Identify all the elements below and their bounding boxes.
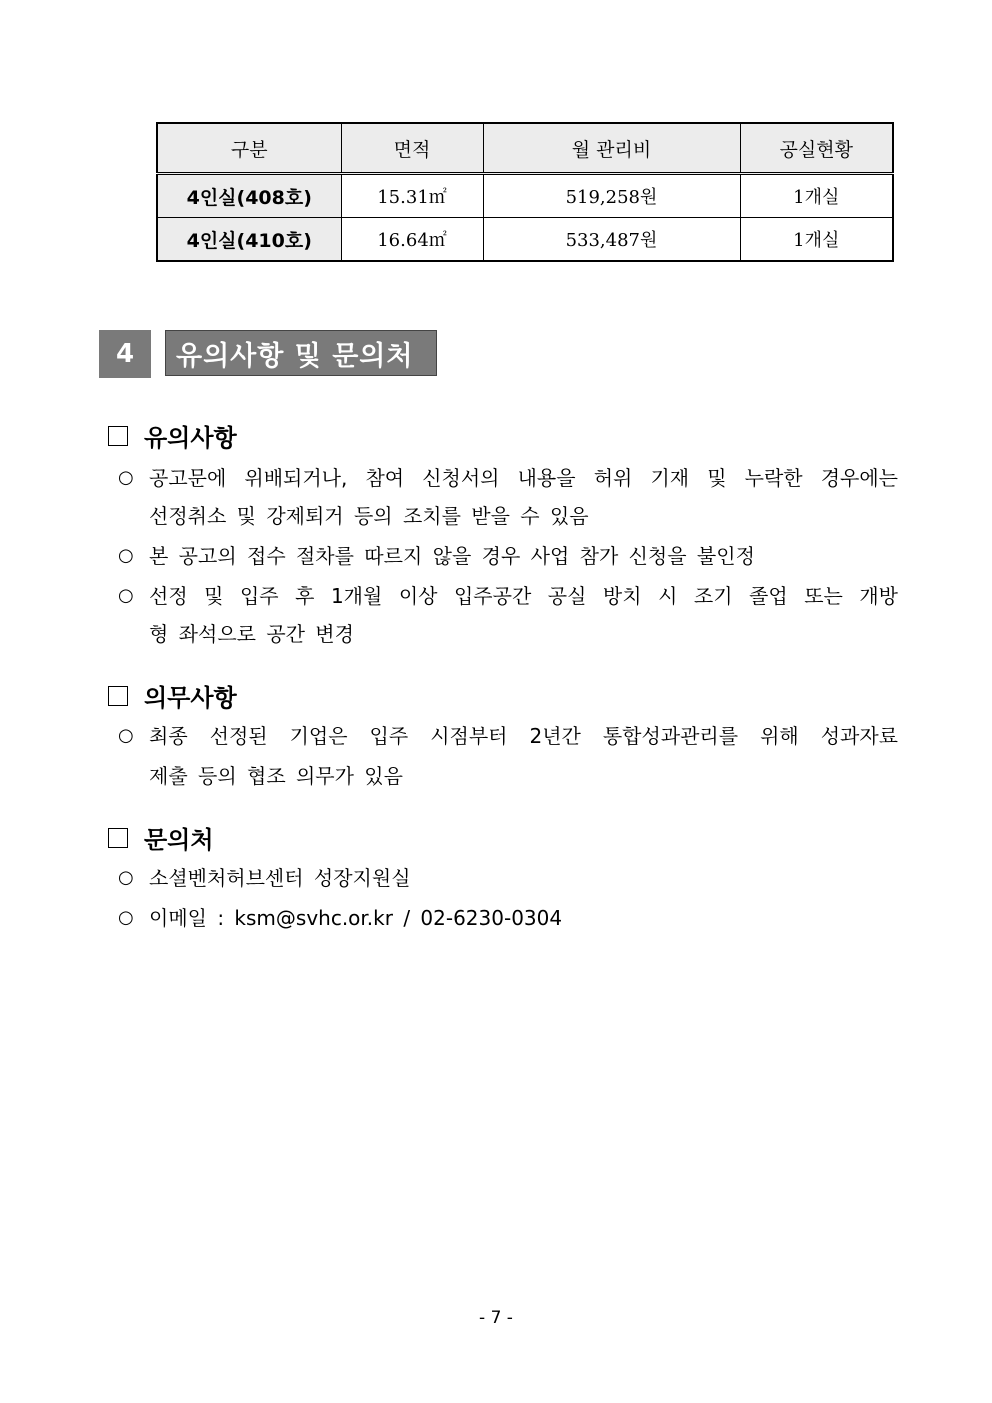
checkbox-square-icon — [108, 426, 128, 446]
note-text: 형 좌석으로 공간 변경 — [149, 622, 354, 646]
list-item-continuation — [118, 756, 898, 796]
list-item — [118, 898, 898, 938]
section-title: 유의사항 및 문의처 — [165, 330, 437, 376]
table-header-row — [157, 123, 893, 174]
note-text: 선정 및 입주 후 1개월 이상 입주공간 공실 방치 시 조기 졸업 또는 개방 — [149, 584, 898, 608]
vacancy-cell: 1개실 — [740, 218, 893, 262]
duties-heading — [108, 678, 237, 713]
vacancy-cell: 1개실 — [740, 174, 893, 218]
list-item — [118, 576, 898, 616]
contact-text: 이메일 : ksm@svhc.or.kr / 02-6230-0304 — [149, 906, 563, 930]
list-item-continuation — [118, 614, 898, 654]
circle-bullet-icon: ○ — [118, 467, 134, 488]
section-number-badge: 4 — [99, 330, 151, 378]
list-item — [118, 716, 898, 756]
list-item — [118, 536, 898, 576]
fee-cell: 533,487원 — [483, 218, 740, 262]
table-row — [157, 218, 893, 262]
contact-heading-label: 문의처 — [144, 826, 214, 854]
circle-bullet-icon: ○ — [118, 545, 134, 566]
checkbox-square-icon — [108, 828, 128, 848]
room-name-cell: 4인실(408호) — [157, 174, 341, 218]
page-number: - 7 - — [479, 1308, 513, 1328]
note-text: 본 공고의 접수 절차를 따르지 않을 경우 사업 참가 신청을 불인정 — [149, 544, 755, 568]
notes-heading — [108, 418, 237, 453]
circle-bullet-icon: ○ — [118, 867, 134, 888]
room-fee-table — [156, 122, 894, 262]
table-row — [157, 174, 893, 218]
col-header-vacancy: 공실현황 — [740, 123, 893, 174]
area-cell: 15.31㎡ — [341, 174, 483, 218]
list-item — [118, 458, 898, 498]
area-cell: 16.64㎡ — [341, 218, 483, 262]
circle-bullet-icon: ○ — [118, 907, 134, 928]
duty-text: 최종 선정된 기업은 입주 시점부터 2년간 통합성과관리를 위해 성과자료 — [149, 724, 898, 748]
note-text: 공고문에 위배되거나, 참여 신청서의 내용을 허위 기재 및 누락한 경우에는 — [149, 466, 898, 490]
circle-bullet-icon: ○ — [118, 585, 134, 606]
circle-bullet-icon: ○ — [118, 725, 134, 746]
notes-heading-label: 유의사항 — [144, 424, 237, 452]
col-header-monthly-fee: 월 관리비 — [483, 123, 740, 174]
contact-heading — [108, 820, 214, 855]
col-header-category: 구분 — [157, 123, 341, 174]
room-name-cell: 4인실(410호) — [157, 218, 341, 262]
duty-text: 제출 등의 협조 의무가 있음 — [149, 764, 403, 788]
duties-heading-label: 의무사항 — [144, 684, 237, 712]
fee-cell: 519,258원 — [483, 174, 740, 218]
note-text: 선정취소 및 강제퇴거 등의 조치를 받을 수 있음 — [149, 504, 589, 528]
col-header-area: 면적 — [341, 123, 483, 174]
list-item-continuation — [118, 496, 898, 536]
contact-text: 소셜벤처허브센터 성장지원실 — [149, 866, 411, 890]
list-item — [118, 858, 898, 898]
checkbox-square-icon — [108, 686, 128, 706]
